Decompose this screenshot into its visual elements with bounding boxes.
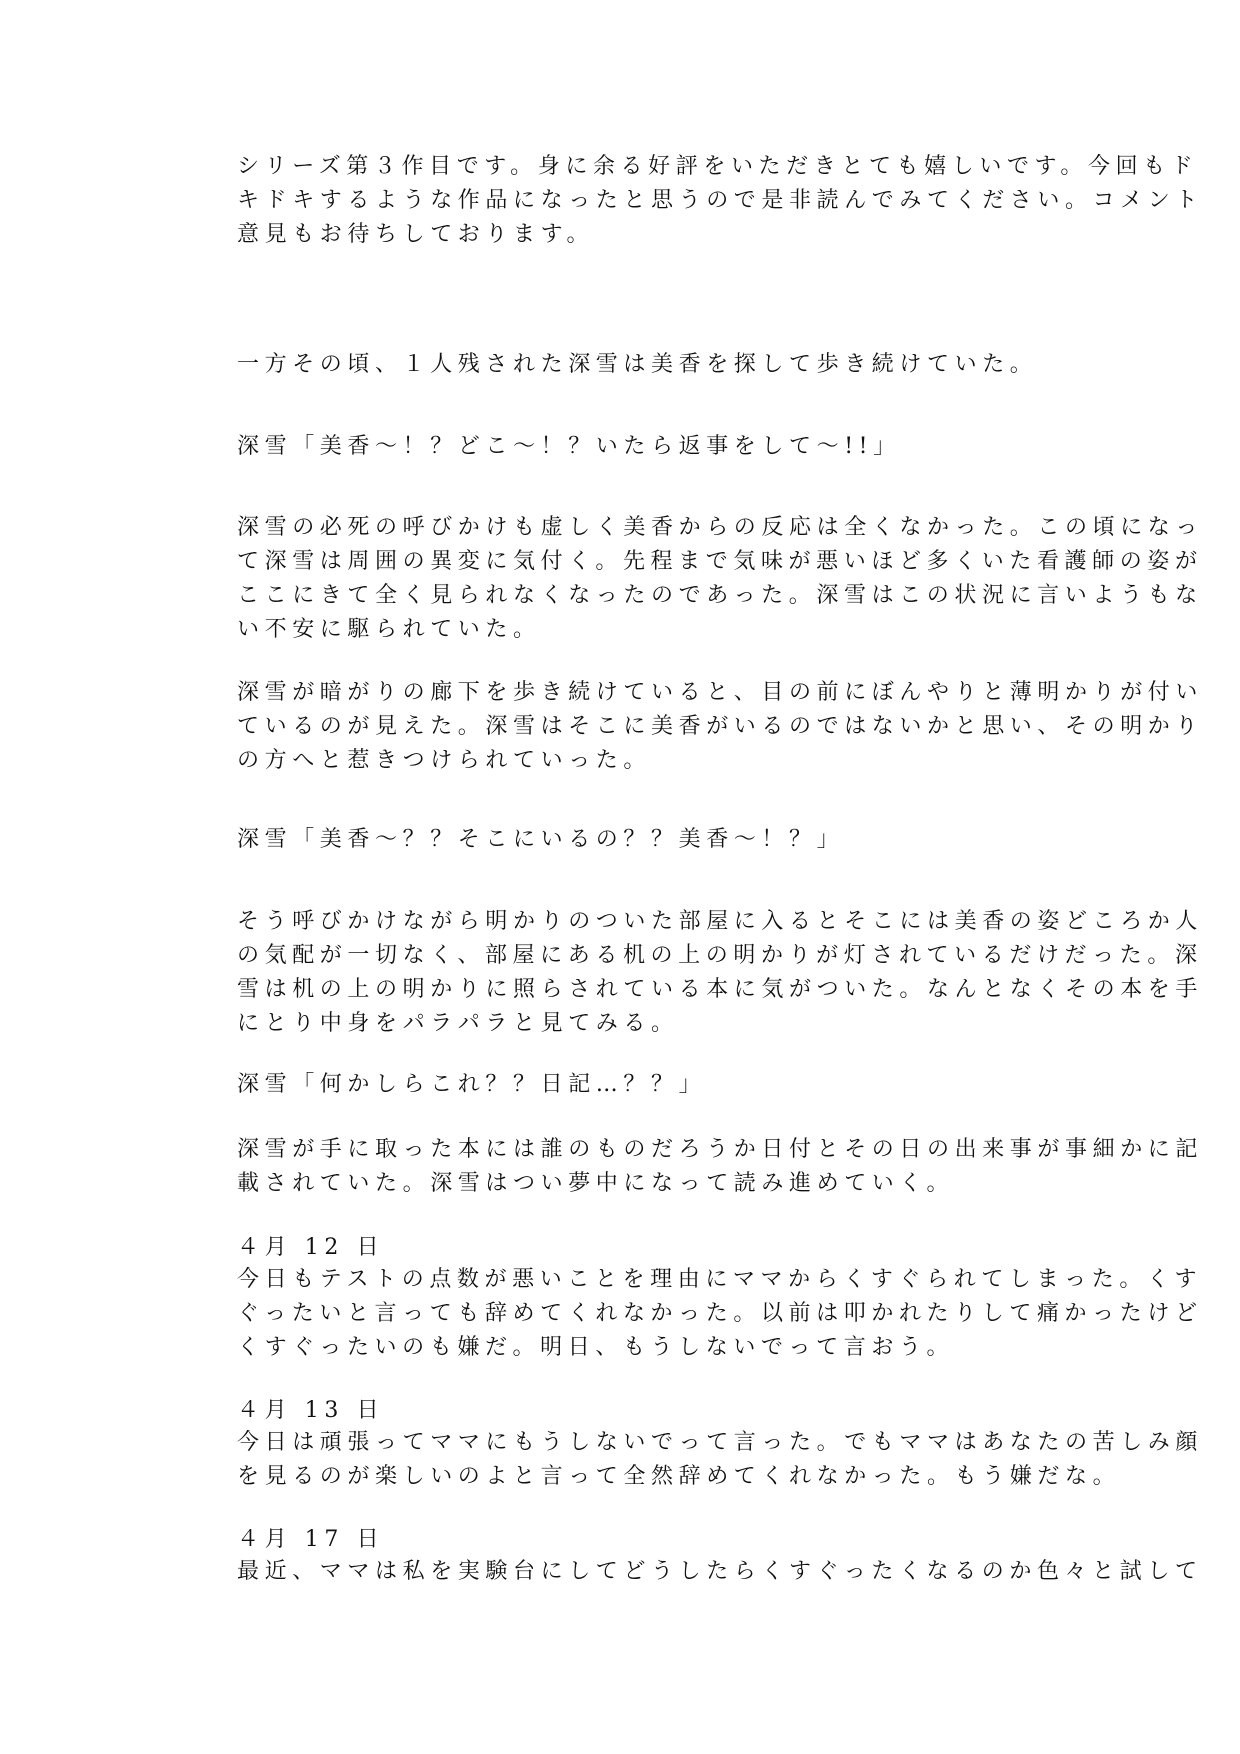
paragraph-line: ここにきて全く見られなくなったのであった。深雪はこの状況に言いようもな <box>237 583 1203 608</box>
paragraph-line: 深雪が手に取った本には誰のものだろうか日付とその日の出来事が事細かに記 <box>237 1137 1204 1162</box>
dialogue-line: 深雪「何かしらこれ？？日記…？？」 <box>237 1072 707 1097</box>
paragraph-line: て深雪は周囲の異変に気付く。先程まで気味が悪いほど多くいた看護師の姿が <box>237 549 1203 574</box>
diary-line: くすぐったいのも嫌だ。明日、もうしないでって言おう。 <box>237 1335 955 1360</box>
paragraph-line: にとり中身をパラパラと見てみる。 <box>237 1011 679 1036</box>
paragraph-line: 雪は机の上の明かりに照らされている本に気がついた。なんとなくその本を手 <box>237 977 1204 1002</box>
dialogue-line: 深雪「美香〜！？どこ〜！？いたら返事をして〜!!」 <box>237 434 901 459</box>
diary-line: 今日は頑張ってママにもうしないでって言った。でもママはあなたの苦しみ顔 <box>237 1430 1204 1455</box>
diary-date: ４月 17 日 <box>237 1527 385 1552</box>
paragraph-line: 深雪が暗がりの廊下を歩き続けていると、目の前にぼんやりと薄明かりが付い <box>237 680 1204 705</box>
diary-line: ぐったいと言っても辞めてくれなかった。以前は叩かれたりして痛かったけど <box>237 1301 1203 1326</box>
intro-line: キドキするような作品になったと思うので是非読んでみてください。コメント <box>237 188 1204 213</box>
diary-date: ４月 13 日 <box>237 1398 385 1423</box>
paragraph-line: 深雪の必死の呼びかけも虚しく美香からの反応は全くなかった。この頃になっ <box>237 515 1204 540</box>
paragraph-line: の気配が一切なく、部屋にある机の上の明かりが灯されているだけだった。深 <box>237 943 1203 968</box>
diary-line: 今日もテストの点数が悪いことを理由にママからくすぐられてしまった。くす <box>237 1267 1203 1292</box>
paragraph-line: 載されていた。深雪はつい夢中になって読み進めていく。 <box>237 1171 955 1196</box>
diary-line: を見るのが楽しいのよと言って全然辞めてくれなかった。もう嫌だな。 <box>237 1464 1121 1489</box>
paragraph-line: ているのが見えた。深雪はそこに美香がいるのではないかと思い、その明かり <box>237 714 1204 739</box>
paragraph-line: そう呼びかけながら明かりのついた部屋に入るとそこには美香の姿どころか人 <box>237 909 1204 934</box>
diary-line: 最近、ママは私を実験台にしてどうしたらくすぐったくなるのか色々と試して <box>237 1559 1203 1584</box>
paragraph-line: い不安に駆られていた。 <box>237 617 541 642</box>
paragraph-line: 一方その頃、１人残された深雪は美香を探して歩き続けていた。 <box>237 352 1038 377</box>
intro-line: 意見もお待ちしております。 <box>237 222 595 247</box>
dialogue-line: 深雪「美香〜？？そこにいるの？？美香〜！？」 <box>237 827 845 852</box>
paragraph-line: の方へと惹きつけられていった。 <box>237 748 652 773</box>
diary-date: ４月 12 日 <box>237 1235 385 1260</box>
intro-line: シリーズ第３作目です。身に余る好評をいただきとても嬉しいです。今回もド <box>237 154 1199 179</box>
